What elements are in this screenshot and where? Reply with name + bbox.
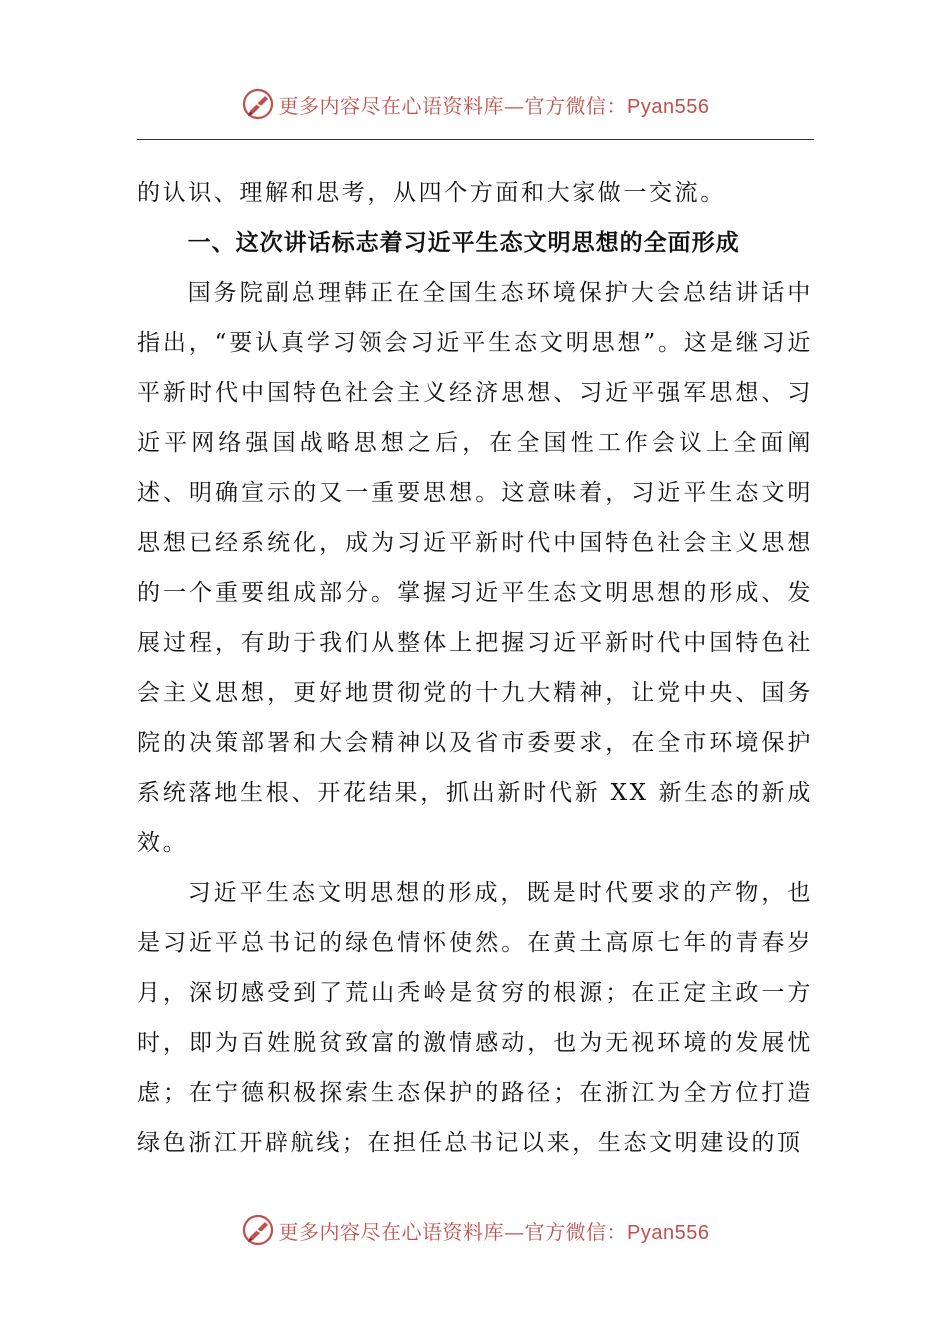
header-divider	[137, 139, 814, 140]
paragraph: 习近平生态文明思想的形成，既是时代要求的产物，也是习近平总书记的绿色情怀使然。在黄土高原七年的青春岁月，深切感受到了荒山秃岭是贫穷的根源；在正定主政一方时，即为百姓脱贫致富的激情感动，也为无视环境的发展忧虑；在宁德积极探索生态保护的路径；在浙江为全方位打造绿色浙江开辟航线；在担任总书记以来，生态文明建设的顶	[137, 880, 813, 1156]
watermark-text: 更多内容尽在心语资料库—官方微信：	[278, 1219, 628, 1244]
wechat-id: Pyan556	[627, 1221, 710, 1244]
pen-logo-icon	[241, 1213, 275, 1247]
header-watermark	[0, 84, 950, 124]
paragraph-continuation: 的认识、理解和思考，从四个方面和大家做一交流。	[137, 180, 726, 206]
pen-logo-icon	[241, 87, 275, 121]
section-heading: 一、这次讲话标志着习近平生态文明思想的全面形成	[187, 230, 740, 256]
document-body	[137, 168, 813, 1168]
watermark-text: 更多内容尽在心语资料库—官方微信：	[278, 93, 628, 118]
footer-watermark	[0, 1210, 950, 1250]
paragraph: 国务院副总理韩正在全国生态环境保护大会总结讲话中指出，“要认真学习领会习近平生态文明思想”。这是继习近平新时代中国特色社会主义经济思想、习近平强军思想、习近平网络强国战略思想之后，在全国性工作会议上全面阐述、明确宣示的又一重要思想。这意味着，习近平生态文明思想已经系统化，成为习近平新时代中国特色社会主义思想的一个重要组成部分。掌握习近平生态文明思想的形成、发展过程，有助于我们从整体上把握习近平新时代中国特色社会主义思想，更好地贯彻党的十九大精神，让党中央、国务院的决策部署和大会精神以及省市委要求，在全市环境保护系统落地生根、开花结果，抓出新时代新 XX 新生态的新成效。	[137, 280, 813, 856]
wechat-id: Pyan556	[627, 95, 710, 118]
